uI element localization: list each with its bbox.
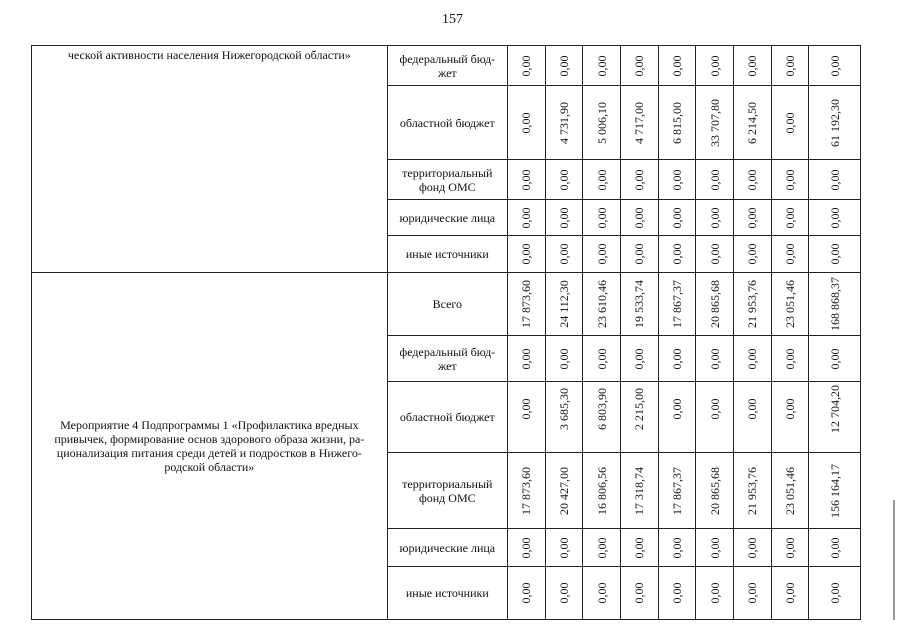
- total-cell: [809, 336, 861, 382]
- value-text: 6 803,90: [594, 387, 609, 430]
- value-text: 0,00: [707, 537, 722, 558]
- value-text: 0,00: [707, 398, 722, 420]
- value-text: 17 873,60: [519, 466, 534, 515]
- scan-edge-mark: [893, 500, 895, 620]
- value-cell: [507, 86, 545, 160]
- value-text: 0,00: [670, 169, 685, 190]
- funding-source: федеральный бюд-жет: [387, 46, 507, 86]
- value-text: 0,00: [519, 55, 534, 76]
- value-text: 61 192,30: [827, 98, 842, 147]
- value-cell: [771, 453, 809, 529]
- value-text: 0,00: [707, 243, 722, 265]
- value-cell: [696, 529, 734, 567]
- value-text: 0,00: [783, 348, 798, 369]
- value-text: 19 533,74: [632, 280, 647, 328]
- value-text: 0,00: [632, 169, 647, 190]
- value-text: 17 318,74: [632, 466, 647, 515]
- value-cell: [545, 529, 583, 567]
- value-text: 0,00: [827, 348, 842, 369]
- value-cell: [771, 529, 809, 567]
- value-cell: [734, 236, 772, 273]
- value-cell: [734, 86, 772, 160]
- value-text: 0,00: [556, 582, 571, 604]
- value-cell: [621, 273, 659, 336]
- total-cell: [809, 382, 861, 453]
- value-cell: [583, 46, 621, 86]
- value-text: 12 704,20: [827, 384, 842, 433]
- value-text: 0,00: [745, 398, 760, 420]
- value-cell: [658, 46, 696, 86]
- value-cell: [545, 46, 583, 86]
- value-cell: [507, 46, 545, 86]
- value-text: 0,00: [745, 537, 760, 558]
- value-cell: [734, 200, 772, 236]
- value-text: 20 865,68: [707, 280, 722, 328]
- value-cell: [771, 236, 809, 273]
- value-cell: [771, 336, 809, 382]
- value-text: 168 868,37: [827, 277, 842, 331]
- funding-source: областной бюджет: [387, 86, 507, 160]
- value-cell: [621, 200, 659, 236]
- value-cell: [696, 200, 734, 236]
- value-cell: [771, 273, 809, 336]
- value-text: 0,00: [745, 207, 760, 228]
- total-cell: [809, 453, 861, 529]
- value-text: 0,00: [707, 348, 722, 369]
- value-cell: [658, 382, 696, 453]
- value-cell: [545, 336, 583, 382]
- value-cell: [658, 453, 696, 529]
- value-text: 16 806,56: [594, 466, 609, 515]
- value-cell: [545, 567, 583, 620]
- value-text: 0,00: [745, 243, 760, 265]
- value-text: 20 865,68: [707, 466, 722, 515]
- value-text: 0,00: [556, 207, 571, 228]
- value-text: 0,00: [556, 348, 571, 369]
- value-cell: [658, 86, 696, 160]
- funding-source: федеральный бюд-жет: [387, 336, 507, 382]
- value-text: 0,00: [632, 207, 647, 228]
- value-text: 20 427,00: [556, 466, 571, 515]
- value-text: 21 953,76: [745, 280, 760, 328]
- value-text: 0,00: [670, 207, 685, 228]
- value-cell: [507, 236, 545, 273]
- value-text: 0,00: [556, 243, 571, 265]
- value-cell: [696, 567, 734, 620]
- value-text: 0,00: [594, 207, 609, 228]
- value-cell: [621, 336, 659, 382]
- value-cell: [771, 567, 809, 620]
- value-cell: [771, 382, 809, 453]
- value-cell: [621, 453, 659, 529]
- value-text: 0,00: [827, 243, 842, 265]
- value-text: 156 164,17: [827, 463, 842, 518]
- value-text: 0,00: [745, 348, 760, 369]
- value-text: 0,00: [827, 169, 842, 190]
- value-cell: [621, 236, 659, 273]
- value-text: 3 685,30: [556, 387, 571, 430]
- value-text: 0,00: [827, 582, 842, 604]
- value-cell: [658, 273, 696, 336]
- value-cell: [545, 453, 583, 529]
- value-cell: [583, 529, 621, 567]
- value-cell: [583, 160, 621, 200]
- value-text: 0,00: [632, 537, 647, 558]
- value-cell: [771, 200, 809, 236]
- total-cell: [809, 46, 861, 86]
- value-text: 0,00: [745, 55, 760, 76]
- value-text: 0,00: [783, 112, 798, 133]
- value-text: 0,00: [594, 169, 609, 190]
- value-cell: [658, 567, 696, 620]
- value-cell: [545, 236, 583, 273]
- funding-source: юридические лица: [387, 200, 507, 236]
- value-cell: [545, 86, 583, 160]
- value-cell: [621, 382, 659, 453]
- value-cell: [583, 200, 621, 236]
- value-text: 23 051,46: [783, 466, 798, 515]
- value-text: 0,00: [594, 55, 609, 76]
- value-cell: [621, 86, 659, 160]
- value-cell: [734, 382, 772, 453]
- total-cell: [809, 160, 861, 200]
- funding-source: областной бюджет: [387, 382, 507, 453]
- value-text: 17 873,60: [519, 280, 534, 328]
- value-cell: [507, 453, 545, 529]
- value-text: 0,00: [670, 243, 685, 265]
- funding-source: территориальный фонд ОМС: [387, 160, 507, 200]
- value-text: 0,00: [670, 348, 685, 369]
- value-text: 0,00: [670, 582, 685, 604]
- value-text: 0,00: [594, 348, 609, 369]
- value-text: 0,00: [670, 398, 685, 420]
- value-text: 5 006,10: [594, 101, 609, 144]
- value-text: 0,00: [519, 207, 534, 228]
- value-text: 0,00: [783, 537, 798, 558]
- value-text: 0,00: [783, 398, 798, 420]
- value-cell: [507, 273, 545, 336]
- value-text: 0,00: [783, 55, 798, 76]
- value-text: 0,00: [670, 55, 685, 76]
- value-cell: [658, 529, 696, 567]
- value-cell: [734, 46, 772, 86]
- value-cell: [696, 382, 734, 453]
- value-cell: [507, 336, 545, 382]
- value-text: 0,00: [707, 169, 722, 190]
- value-text: 0,00: [827, 55, 842, 76]
- value-cell: [583, 86, 621, 160]
- value-text: 0,00: [707, 207, 722, 228]
- funding-source: территориальный фонд ОМС: [387, 453, 507, 529]
- activity-description: ческой активности населения Нижегородской области»: [32, 46, 388, 273]
- value-cell: [696, 336, 734, 382]
- value-cell: [507, 200, 545, 236]
- funding-table: [31, 45, 861, 620]
- funding-source: юридические лица: [387, 529, 507, 567]
- value-text: 21 953,76: [745, 466, 760, 515]
- value-text: 17 867,37: [670, 280, 685, 328]
- value-text: 0,00: [519, 112, 534, 133]
- value-text: 0,00: [519, 169, 534, 190]
- value-text: 0,00: [556, 537, 571, 558]
- value-text: 24 112,30: [556, 280, 571, 328]
- value-cell: [583, 236, 621, 273]
- value-text: 33 707,80: [707, 98, 722, 147]
- value-cell: [507, 382, 545, 453]
- value-text: 23 610,46: [594, 280, 609, 328]
- value-cell: [583, 453, 621, 529]
- value-text: 0,00: [783, 582, 798, 604]
- value-cell: [734, 453, 772, 529]
- value-text: 4 731,90: [556, 101, 571, 144]
- value-cell: [658, 336, 696, 382]
- value-text: 0,00: [556, 169, 571, 190]
- value-text: 0,00: [519, 398, 534, 420]
- value-cell: [621, 46, 659, 86]
- value-text: 0,00: [745, 582, 760, 604]
- value-cell: [507, 567, 545, 620]
- value-cell: [696, 160, 734, 200]
- value-text: 0,00: [783, 169, 798, 190]
- value-text: 23 051,46: [783, 280, 798, 328]
- table-row: [32, 273, 861, 336]
- value-cell: [734, 160, 772, 200]
- value-cell: [621, 160, 659, 200]
- value-text: 0,00: [519, 582, 534, 604]
- value-text: 6 214,50: [745, 101, 760, 144]
- value-cell: [696, 46, 734, 86]
- funding-source: Всего: [387, 273, 507, 336]
- table-body: [32, 46, 861, 620]
- value-text: 0,00: [707, 55, 722, 76]
- value-cell: [771, 46, 809, 86]
- value-text: 2 215,00: [632, 387, 647, 430]
- value-text: 0,00: [783, 243, 798, 265]
- value-cell: [507, 160, 545, 200]
- value-text: 6 815,00: [670, 101, 685, 144]
- value-cell: [621, 529, 659, 567]
- total-cell: [809, 200, 861, 236]
- value-cell: [696, 273, 734, 336]
- value-cell: [545, 200, 583, 236]
- value-text: 0,00: [519, 243, 534, 265]
- value-cell: [734, 273, 772, 336]
- value-cell: [545, 382, 583, 453]
- value-text: 0,00: [594, 582, 609, 604]
- total-cell: [809, 567, 861, 620]
- value-cell: [696, 453, 734, 529]
- value-cell: [658, 160, 696, 200]
- value-text: 0,00: [745, 169, 760, 190]
- value-text: 0,00: [670, 537, 685, 558]
- value-text: 0,00: [594, 243, 609, 265]
- value-text: 0,00: [632, 582, 647, 604]
- total-cell: [809, 529, 861, 567]
- activity-description: Мероприятие 4 Подпрограммы 1 «Профилактика вредных привычек, формирование основ здорового образа жизни, ра-ционализация питания среди детей и подростков в Нижего-родской области»: [32, 273, 388, 620]
- value-text: 4 717,00: [632, 101, 647, 144]
- value-cell: [545, 273, 583, 336]
- value-cell: [734, 336, 772, 382]
- value-cell: [658, 200, 696, 236]
- value-text: 0,00: [519, 348, 534, 369]
- value-cell: [545, 160, 583, 200]
- value-text: 0,00: [556, 55, 571, 76]
- value-cell: [771, 86, 809, 160]
- value-cell: [658, 236, 696, 273]
- funding-source: иные источники: [387, 236, 507, 273]
- table-row: [32, 46, 861, 86]
- funding-source: иные источники: [387, 567, 507, 620]
- value-text: 0,00: [827, 537, 842, 558]
- value-cell: [734, 567, 772, 620]
- value-text: 0,00: [632, 55, 647, 76]
- value-text: 0,00: [632, 348, 647, 369]
- value-text: 0,00: [594, 537, 609, 558]
- value-cell: [696, 236, 734, 273]
- value-text: 17 867,37: [670, 466, 685, 515]
- value-cell: [771, 160, 809, 200]
- value-cell: [621, 567, 659, 620]
- total-cell: [809, 273, 861, 336]
- value-text: 0,00: [827, 207, 842, 228]
- total-cell: [809, 86, 861, 160]
- value-cell: [583, 273, 621, 336]
- value-cell: [734, 529, 772, 567]
- total-cell: [809, 236, 861, 273]
- value-cell: [507, 529, 545, 567]
- value-text: 0,00: [783, 207, 798, 228]
- value-cell: [583, 336, 621, 382]
- value-cell: [696, 86, 734, 160]
- value-text: 0,00: [632, 243, 647, 265]
- value-text: 0,00: [707, 582, 722, 604]
- page-number: 157: [442, 12, 463, 27]
- value-cell: [583, 382, 621, 453]
- value-cell: [583, 567, 621, 620]
- value-text: 0,00: [519, 537, 534, 558]
